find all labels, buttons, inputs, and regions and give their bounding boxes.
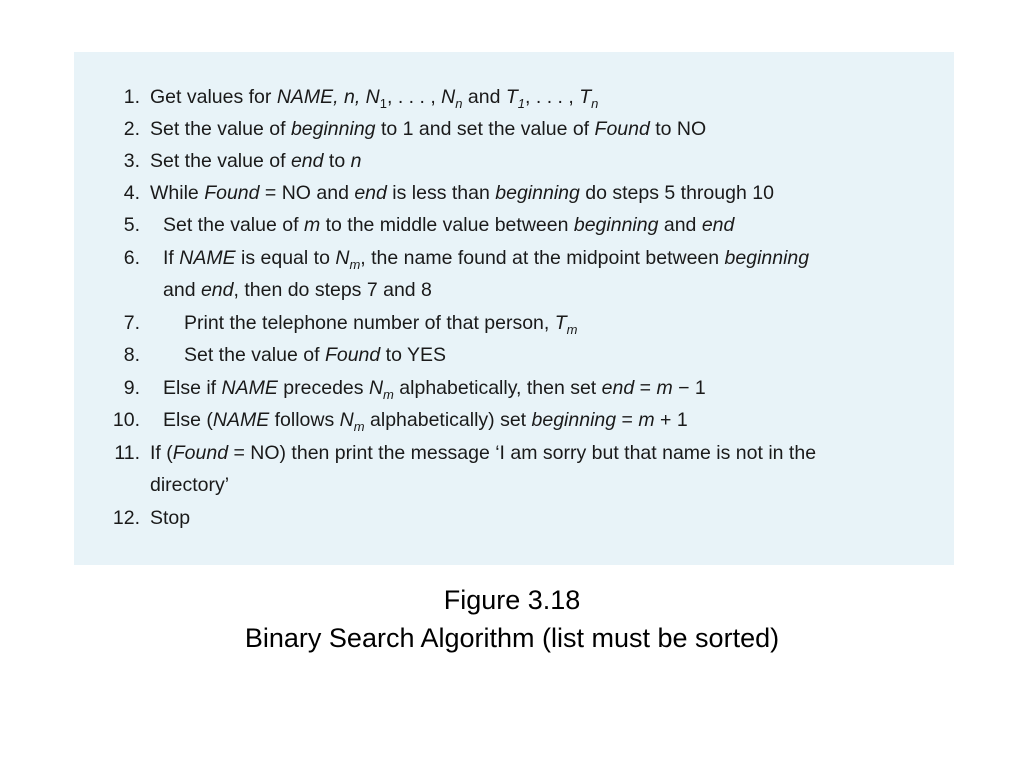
step-text-segment: NAME [221, 377, 278, 399]
step-text-segment: + 1 [654, 409, 688, 431]
step-text-segment: end [601, 377, 635, 399]
step-text-segment: beginning [573, 214, 659, 236]
step-text-segment: to [323, 150, 351, 172]
step-text [150, 442, 816, 464]
step-text-segment: Set the value of [184, 344, 325, 366]
step-text-segment: N [368, 377, 384, 399]
step-text-segment: N [339, 409, 354, 431]
step-number: 9. [123, 377, 140, 399]
step-text-segment: to 1 and set the value of [375, 118, 595, 140]
step-text [184, 344, 446, 366]
step-text-segment: m [656, 377, 673, 399]
step-text-segment: n [350, 150, 362, 172]
step-text-segment: beginning [531, 409, 617, 431]
step-text-segment: = [616, 409, 639, 431]
step-number: 2. [123, 118, 140, 140]
step-text-segment: beginning [724, 247, 810, 269]
step-text-segment: is less than [386, 182, 496, 204]
step-text-segment: NAME [179, 247, 236, 269]
step-text-segment: T [579, 86, 592, 108]
step-number: 12. [112, 507, 140, 529]
step-text-segment: n [591, 96, 599, 111]
step-text-segment: m [383, 387, 394, 402]
step-text [150, 507, 190, 529]
step-text-segment: Found [594, 118, 650, 140]
step-text-segment: alphabetically) set [364, 409, 532, 431]
step-text-segment: directory’ [150, 474, 230, 496]
step-text-segment: Found [324, 344, 381, 366]
step-text-segment: Else if [163, 377, 222, 399]
step-text-segment: Get values for [150, 86, 277, 108]
step-text-segment: end [200, 279, 234, 301]
step-text-segment: 1 [379, 96, 387, 111]
step-text-segment: If ( [150, 442, 173, 464]
step-number: 10. [112, 409, 140, 431]
step-text [163, 377, 706, 402]
step-text-segment: Print the telephone number of that person, [184, 312, 555, 334]
step-text-segment: m [303, 214, 321, 236]
step-text-segment: do steps 5 through 10 [579, 182, 774, 204]
step-text-segment: and [658, 214, 702, 236]
step-text-segment: Stop [150, 507, 191, 529]
step-text-segment: T [505, 86, 518, 108]
step-text [150, 86, 599, 111]
step-text-segment: is equal to [235, 247, 336, 269]
step-text-segment: end [354, 182, 387, 204]
step-text-segment: Set the value of [150, 118, 291, 140]
step-text [163, 247, 810, 272]
step-text-segment: m [638, 409, 655, 431]
step-text [150, 150, 361, 172]
step-text-segment: to YES [380, 344, 446, 366]
step-text-segment: N [441, 86, 456, 108]
step-text [163, 409, 688, 434]
algorithm-panel [74, 52, 954, 565]
step-text-segment: n [455, 96, 463, 111]
figure-label: Figure 3.18 [443, 585, 581, 615]
step-number: 7. [123, 312, 140, 334]
step-text-segment: follows [269, 409, 340, 431]
figure-title: Binary Search Algorithm (list must be sorted) [244, 623, 780, 653]
step-text-segment: , the name found at the midpoint between [360, 247, 725, 269]
step-text-segment: If [163, 247, 180, 269]
step-text-segment: m [353, 419, 365, 434]
step-number: 5. [123, 214, 140, 236]
step-text-segment: Set the value of [150, 150, 291, 172]
step-text-segment: m [566, 322, 578, 337]
step-number: 4. [123, 182, 140, 204]
step-text-segment: beginning [495, 182, 580, 204]
step-number: 3. [123, 150, 140, 172]
step-text-segment: and [163, 279, 201, 301]
step-text-segment: 1 [517, 96, 526, 111]
step-number: 8. [123, 344, 140, 366]
step-text [184, 312, 578, 337]
step-text-segment: T [554, 312, 567, 334]
step-text-segment: Found [172, 442, 229, 464]
step-text-segment: , . . . , [386, 86, 442, 108]
step-text [150, 474, 229, 496]
step-text-segment: to NO [649, 118, 707, 140]
step-text-segment: end [701, 214, 735, 236]
step-text-segment: − 1 [672, 377, 706, 399]
step-text-segment: NAME, n, N [276, 86, 380, 108]
step-text-segment: and [462, 86, 506, 108]
step-text [163, 279, 432, 301]
step-text-segment: Else ( [163, 409, 213, 431]
step-number: 1. [123, 86, 140, 108]
step-text [163, 214, 734, 236]
step-text-segment: Found [204, 182, 260, 204]
step-text-segment: While [150, 182, 205, 204]
step-text-segment: = NO and [259, 182, 355, 204]
step-text [150, 182, 774, 204]
step-text-segment: precedes [277, 377, 369, 399]
step-text-segment: alphabetically, then set [393, 377, 602, 399]
step-text-segment: N [335, 247, 350, 269]
step-text-segment: , . . . , [525, 86, 580, 108]
step-text [150, 118, 706, 140]
step-number: 11. [114, 442, 140, 464]
step-text-segment: = NO) then print the message ‘I am sorry but that name is not in the [228, 442, 817, 464]
step-text-segment: m [349, 257, 361, 272]
step-text-segment: , then do steps 7 and 8 [233, 279, 432, 301]
step-text-segment: to the middle value between [320, 214, 574, 236]
step-text-segment: end [290, 150, 324, 172]
step-text-segment: Set the value of [163, 214, 304, 236]
step-text-segment: = [634, 377, 657, 399]
step-text-segment: NAME [212, 409, 270, 431]
step-number: 6. [123, 247, 140, 269]
step-text-segment: beginning [290, 118, 376, 140]
